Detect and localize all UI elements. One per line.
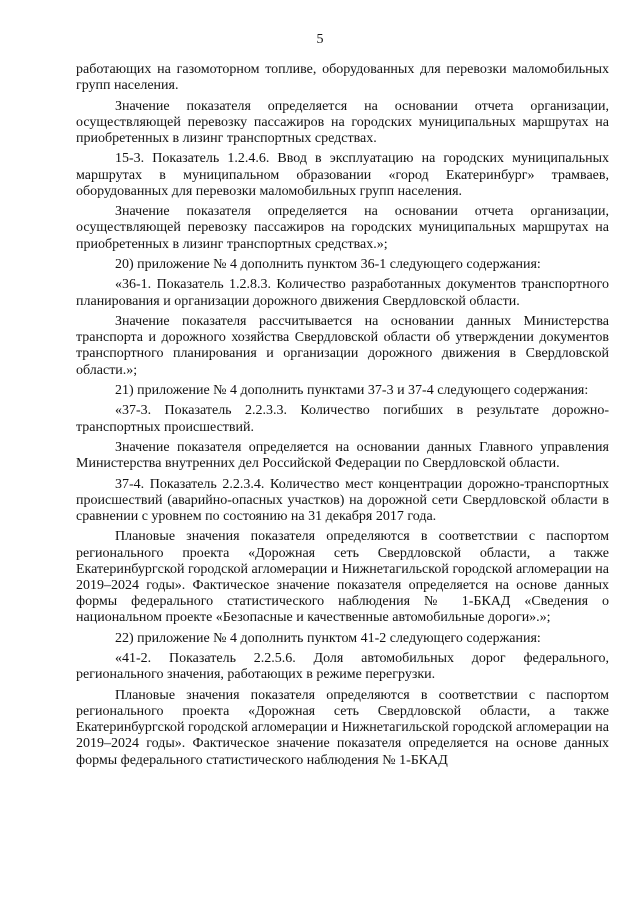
paragraph-value-note: Значение показателя определяется на основании отчета организации, осуществляющей перевозку пассажиров на городских муниципальных маршрутах на приобретенных в лизинг транспортных средствах. [76,98,609,146]
paragraph-amendment-21: 21) приложение № 4 дополнить пунктами 37-3 и 37-4 следующего содержания: [115,382,589,398]
paragraph-value-note: Значение показателя определяется на основании отчета организации, осуществляющей перевозку пассажиров на городских муниципальных маршрутах на приобретенных в лизинг транспортных средствах.»; [76,204,609,252]
paragraph-value-note: Значение показателя рассчитывается на основании данных Министерства транспорта и дорожного хозяйства Свердловской области об утверждении документов транспортного планирования и организации дорожного движения в Свердловской области.»; [76,313,609,378]
paragraph-item-36-1: «36-1. Показатель 1.2.8.3. Количество разработанных документов транспортного планирования и организации дорожного движения Свердловской области. [76,277,609,309]
paragraph-item-15-3: 15-3. Показатель 1.2.4.6. Ввод в эксплуатацию на городских муниципальных маршрутах в муниципальном образовании «город Екатеринбург» трамваев, оборудованных для перевозки маломобильных групп населения. [76,151,609,199]
paragraph-amendment-22: 22) приложение № 4 дополнить пунктом 41-2 следующего содержания: [115,630,541,646]
page-number: 5 [316,32,324,47]
paragraph-amendment-20: 20) приложение № 4 дополнить пунктом 36-1 следующего содержания: [115,256,541,272]
paragraph-item-37-4: 37-4. Показатель 2.2.3.4. Количество мест концентрации дорожно-транспортных происшествий (аварийно-опасных участков) на дорожной сети Свердловской области в сравнении с уровнем по состоянию на 31 декабря 2017 года. [76,476,609,524]
paragraph-planned-values: Плановые значения показателя определяются в соответствии с паспортом регионального проекта «Дорожная сеть Свердловской области, а также Екатеринбургской городской агломерации и Нижнетагильской городской агломерации на 2019–2024 годы». Фактическое значение показателя определяется на основе данных формы федерального статистического наблюдения № 1-БКАД [76,687,609,768]
paragraph-continuation: работающих на газомоторном топливе, оборудованных для перевозки маломобильных групп населения. [76,62,609,94]
paragraph-item-41-2: «41-2. Показатель 2.2.5.6. Доля автомобильных дорог федерального, регионального значения, работающих в режиме перегрузки. [76,651,609,683]
paragraph-value-note: Значение показателя определяется на основании данных Главного управления Министерства внутренних дел Российской Федерации по Свердловской области. [76,439,609,472]
paragraph-planned-values: Плановые значения показателя определяются в соответствии с паспортом регионального проекта «Дорожная сеть Свердловской области, а также Екатеринбургской городской агломерации и Нижнетагильской городской агломерации на 2019–2024 годы». Фактическое значение показателя определяется на основе данных формы федерального статистического наблюдения № 1-БКАД «Сведения о национальном проекте «Безопасные и качественные автомобильные дороги».»; [76,529,609,626]
paragraph-item-37-3: «37-3. Показатель 2.2.3.3. Количество погибших в результате дорожно-транспортных происшествий. [76,403,609,435]
document-body [76,62,609,773]
